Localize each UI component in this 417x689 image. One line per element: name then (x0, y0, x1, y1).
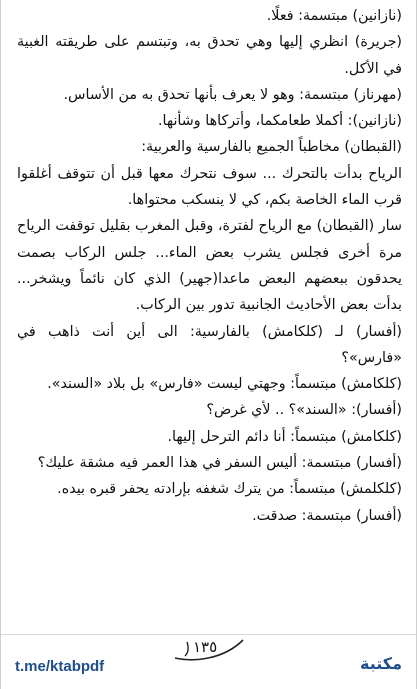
paragraph: (القبطان) مخاطباً الجميع بالفارسية والعربية: (141, 139, 402, 156)
paragraph: (أفسار) مبتسمة: صدقت. (252, 507, 402, 524)
paragraph: (أفسار): «السند»؟ .. لأي غرض؟ (206, 402, 402, 419)
paragraph: (مهرناز) مبتسمة: وهو لا يعرف بأنها تحدق به من الأساس. (63, 86, 402, 103)
paragraph: سار (القبطان) مع الرياح لفترة، وقبل المغرب بقليل توقفت الرياح مرة أخرى فجلس يشرب بعض الماء... جلس الركاب بصمت يحدقون ببعضهم البعض ماعدا(جهير) الذي كان نائماً ويشخر... بدأت بعض الأحاديث الجانبية تدور بين الركاب. (17, 218, 402, 314)
paragraph: (نازانين): أكملا طعامكما، وأتركاها وشأنها. (157, 113, 402, 130)
paragraph: (كلكامش) مبتسماً: أنا دائم الترحل إليها. (167, 428, 402, 445)
paragraph: (جريرة) انظري إليها وهي تحدق به، وتبتسم على طريقته الغبية في الأكل. (17, 34, 402, 77)
footer-divider (1, 634, 416, 635)
paragraph: الرياح بدأت بالتحرك ... سوف نتحرك معها قبل أن تتوقف أغلقوا قرب الماء الخاصة بكم، كي لا ينسكب محتواها. (17, 165, 402, 209)
paragraph: (كلكلمش) مبتسماً: من يترك شغفه بإرادته يحفر قبره بيده. (57, 481, 402, 498)
paragraph: (نازانين) مبتسمة: فعلًا. (266, 8, 402, 24)
paragraph: (كلكامش) مبتسماً: وجهتي ليست «فارس» بل بلاد «السند». (47, 376, 402, 393)
page-text (17, 3, 402, 529)
brand-logo-text: مكتبة (360, 654, 402, 673)
telegram-link[interactable]: t.me/ktabpdf (15, 658, 105, 675)
paragraph: (أفسار) مبتسمة: أليس السفر في هذا العمر فيه مشقة عليك؟ (37, 455, 402, 472)
paragraph: (أفسار) لـ (كلكامش) بالفارسية: الى أين أنت ذاهب في «فارس»؟ (17, 323, 402, 366)
page-number: ١٣٥ (193, 638, 218, 656)
